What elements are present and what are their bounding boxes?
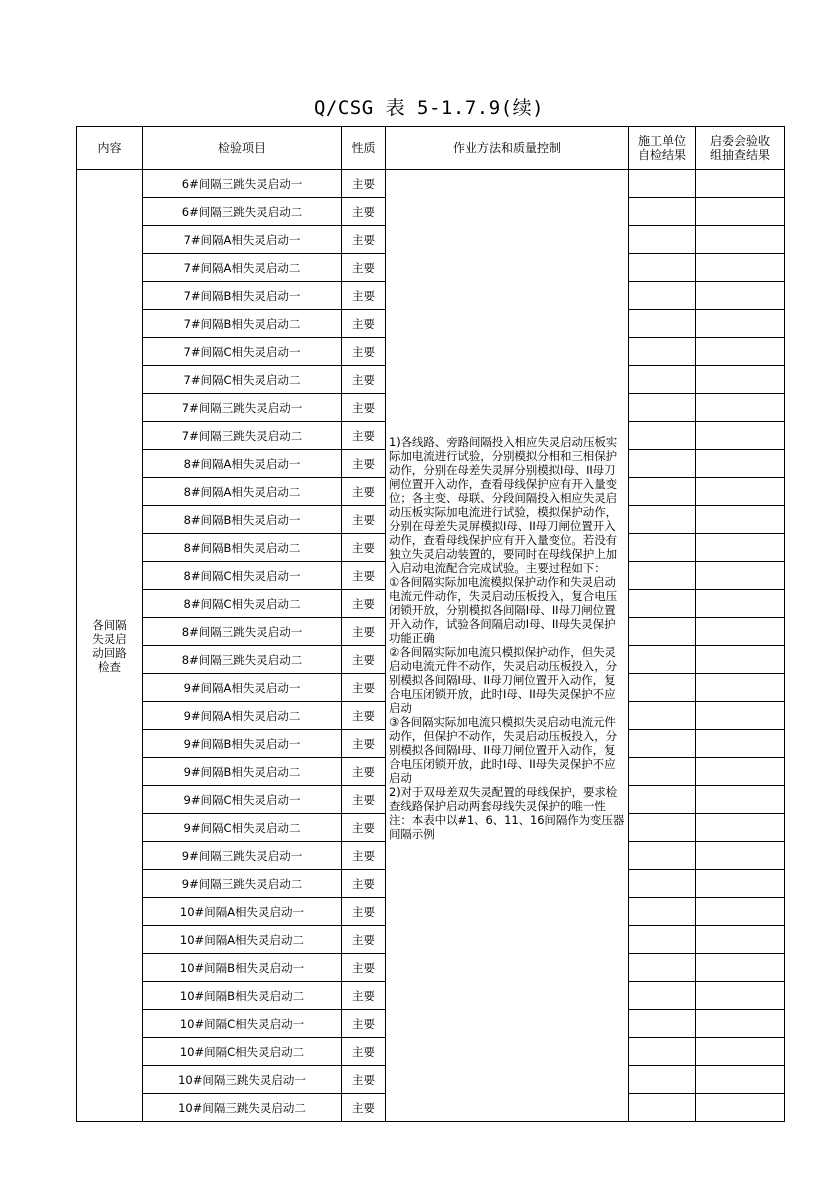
- committee-result-cell: [696, 1066, 785, 1094]
- item-nature: 主要: [342, 506, 386, 534]
- self-check-result-cell: [629, 926, 696, 954]
- self-check-result-cell: [629, 842, 696, 870]
- self-check-result-cell: [629, 898, 696, 926]
- inspection-item: 10#间隔C相失灵启动一: [143, 1010, 342, 1038]
- self-check-result-cell: [629, 1094, 696, 1122]
- inspection-item: 10#间隔A相失灵启动一: [143, 898, 342, 926]
- inspection-item: 7#间隔C相失灵启动一: [143, 338, 342, 366]
- committee-result-cell: [696, 1010, 785, 1038]
- self-check-result-cell: [629, 366, 696, 394]
- item-nature: 主要: [342, 282, 386, 310]
- committee-result-cell: [696, 618, 785, 646]
- section-label-line: 检查: [98, 659, 121, 674]
- item-nature: 主要: [342, 954, 386, 982]
- committee-result-cell: [696, 674, 785, 702]
- inspection-item: 8#间隔B相失灵启动一: [143, 506, 342, 534]
- item-nature: 主要: [342, 870, 386, 898]
- committee-result-cell: [696, 786, 785, 814]
- inspection-item: 8#间隔C相失灵启动一: [143, 562, 342, 590]
- committee-result-cell: [696, 394, 785, 422]
- self-check-result-cell: [629, 1010, 696, 1038]
- inspection-item: 9#间隔三跳失灵启动二: [143, 870, 342, 898]
- inspection-item: 10#间隔A相失灵启动二: [143, 926, 342, 954]
- committee-result-cell: [696, 254, 785, 282]
- self-check-result-cell: [629, 646, 696, 674]
- self-check-result-cell: [629, 758, 696, 786]
- item-nature: 主要: [342, 170, 386, 198]
- self-check-result-cell: [629, 730, 696, 758]
- method-paragraph: 1)各线路、旁路间隔投入相应失灵启动压板实际加电流进行试验，分别模拟分相和三相保护动作，分别在母差失灵屏分别模拟I母、II母刀闸位置开入动作，查看母线保护应有开入量变位；各主变、母联、分段间隔投入相应失灵启动压板实际加电流进行试验，模拟保护动作，分别在母差失灵屏模拟I母、II母刀闸位置开入动作，查看母线保护应有开入量变位。若没有独立失灵启动装置的，要同时在母线保护上加入启动电流配合完成试验。主要过程如下：: [389, 435, 618, 575]
- committee-result-cell: [696, 562, 785, 590]
- inspection-item: 10#间隔C相失灵启动二: [143, 1038, 342, 1066]
- item-nature: 主要: [342, 926, 386, 954]
- inspection-item: 9#间隔A相失灵启动一: [143, 674, 342, 702]
- committee-result-cell: [696, 310, 785, 338]
- header-self-check-line1: 施工单位: [637, 134, 686, 148]
- item-nature: 主要: [342, 590, 386, 618]
- inspection-item: 7#间隔B相失灵启动一: [143, 282, 342, 310]
- committee-result-cell: [696, 226, 785, 254]
- table-header-row: [77, 127, 785, 170]
- item-nature: 主要: [342, 478, 386, 506]
- inspection-item: 10#间隔B相失灵启动二: [143, 982, 342, 1010]
- item-nature: 主要: [342, 1010, 386, 1038]
- item-nature: 主要: [342, 898, 386, 926]
- self-check-result-cell: [629, 870, 696, 898]
- self-check-result-cell: [629, 982, 696, 1010]
- committee-result-cell: [696, 478, 785, 506]
- item-nature: 主要: [342, 814, 386, 842]
- item-nature: 主要: [342, 1038, 386, 1066]
- committee-result-cell: [696, 506, 785, 534]
- item-nature: 主要: [342, 618, 386, 646]
- item-nature: 主要: [342, 842, 386, 870]
- item-nature: 主要: [342, 226, 386, 254]
- committee-result-cell: [696, 338, 785, 366]
- self-check-result-cell: [629, 702, 696, 730]
- inspection-item: 6#间隔三跳失灵启动一: [143, 170, 342, 198]
- inspection-item: 9#间隔三跳失灵启动一: [143, 842, 342, 870]
- inspection-item: 10#间隔三跳失灵启动一: [143, 1066, 342, 1094]
- method-paragraph: ①各间隔实际加电流模拟保护动作和失灵启动电流元件动作，失灵启动压板投入，复合电压闭锁开放，分别模拟各间隔I母、II母刀闸位置开入动作，试验各间隔启动I母、II母失灵保护功能正确: [389, 575, 617, 645]
- inspection-table: [76, 126, 785, 1122]
- self-check-result-cell: [629, 450, 696, 478]
- item-nature: 主要: [342, 366, 386, 394]
- inspection-item: 8#间隔A相失灵启动二: [143, 478, 342, 506]
- committee-result-cell: [696, 646, 785, 674]
- self-check-result-cell: [629, 394, 696, 422]
- section-label-line: 动回路: [92, 645, 127, 660]
- inspection-item: 7#间隔三跳失灵启动一: [143, 394, 342, 422]
- item-nature: 主要: [342, 730, 386, 758]
- self-check-result-cell: [629, 310, 696, 338]
- item-nature: 主要: [342, 702, 386, 730]
- committee-result-cell: [696, 282, 785, 310]
- inspection-item: 9#间隔B相失灵启动二: [143, 758, 342, 786]
- inspection-item: 7#间隔B相失灵启动二: [143, 310, 342, 338]
- table-row: [77, 170, 785, 198]
- method-description: [386, 170, 629, 1122]
- inspection-item: 10#间隔B相失灵启动一: [143, 954, 342, 982]
- method-paragraph: ③各间隔实际加电流只模拟失灵启动电流元件动作，但保护不动作，失灵启动压板投入，分别模拟各间隔I母、II母刀闸位置开入动作，复合电压闭锁开放，此时I母、II母失灵保护不应启动: [389, 715, 617, 785]
- self-check-result-cell: [629, 170, 696, 198]
- inspection-item: 9#间隔A相失灵启动二: [143, 702, 342, 730]
- item-nature: 主要: [342, 450, 386, 478]
- item-nature: 主要: [342, 758, 386, 786]
- self-check-result-cell: [629, 954, 696, 982]
- method-paragraph: 注：本表中以#1、6、11、16间隔作为变压器间隔示例: [389, 813, 625, 841]
- method-paragraph: 2)对于双母差双失灵配置的母线保护，要求检查线路保护启动两套母线失灵保护的唯一性: [389, 785, 618, 813]
- committee-result-cell: [696, 926, 785, 954]
- inspection-item: 9#间隔B相失灵启动一: [143, 730, 342, 758]
- self-check-result-cell: [629, 254, 696, 282]
- self-check-result-cell: [629, 590, 696, 618]
- header-committee-line1: 启委会验收: [709, 134, 770, 148]
- inspection-item: 9#间隔C相失灵启动一: [143, 786, 342, 814]
- committee-result-cell: [696, 590, 785, 618]
- inspection-item: 7#间隔三跳失灵启动二: [143, 422, 342, 450]
- self-check-result-cell: [629, 534, 696, 562]
- header-method: 作业方法和质量控制: [386, 127, 629, 170]
- header-item: 检验项目: [143, 127, 342, 170]
- header-nature: 性质: [342, 127, 386, 170]
- header-committee-line2: 组抽查结果: [709, 148, 770, 162]
- committee-result-cell: [696, 170, 785, 198]
- header-committee: [696, 127, 785, 170]
- committee-result-cell: [696, 198, 785, 226]
- self-check-result-cell: [629, 282, 696, 310]
- self-check-result-cell: [629, 562, 696, 590]
- committee-result-cell: [696, 842, 785, 870]
- item-nature: 主要: [342, 254, 386, 282]
- item-nature: 主要: [342, 422, 386, 450]
- self-check-result-cell: [629, 786, 696, 814]
- inspection-item: 9#间隔C相失灵启动二: [143, 814, 342, 842]
- inspection-item: 8#间隔A相失灵启动一: [143, 450, 342, 478]
- section-label-line: 失灵启: [92, 631, 127, 646]
- committee-result-cell: [696, 730, 785, 758]
- self-check-result-cell: [629, 338, 696, 366]
- inspection-item: 8#间隔三跳失灵启动二: [143, 646, 342, 674]
- inspection-item: 10#间隔三跳失灵启动二: [143, 1094, 342, 1122]
- item-nature: 主要: [342, 646, 386, 674]
- method-paragraph: ②各间隔实际加电流只模拟保护动作，但失灵启动电流元件不动作，失灵启动压板投入，分别模拟各间隔I母、II母刀闸位置开入动作，复合电压闭锁开放，此时I母、II母失灵保护不应启动: [389, 645, 617, 715]
- committee-result-cell: [696, 534, 785, 562]
- inspection-item: 7#间隔A相失灵启动一: [143, 226, 342, 254]
- committee-result-cell: [696, 366, 785, 394]
- self-check-result-cell: [629, 478, 696, 506]
- committee-result-cell: [696, 702, 785, 730]
- item-nature: 主要: [342, 198, 386, 226]
- self-check-result-cell: [629, 674, 696, 702]
- header-self-check: [629, 127, 696, 170]
- committee-result-cell: [696, 814, 785, 842]
- committee-result-cell: [696, 1094, 785, 1122]
- committee-result-cell: [696, 450, 785, 478]
- item-nature: 主要: [342, 394, 386, 422]
- page-title: Q/CSG 表 5-1.7.9(续): [313, 97, 545, 119]
- item-nature: 主要: [342, 1094, 386, 1122]
- section-label-line: 各间隔: [92, 617, 127, 632]
- committee-result-cell: [696, 982, 785, 1010]
- committee-result-cell: [696, 1038, 785, 1066]
- inspection-item: 7#间隔C相失灵启动二: [143, 366, 342, 394]
- self-check-result-cell: [629, 1066, 696, 1094]
- item-nature: 主要: [342, 786, 386, 814]
- self-check-result-cell: [629, 198, 696, 226]
- inspection-item: 7#间隔A相失灵启动二: [143, 254, 342, 282]
- committee-result-cell: [696, 422, 785, 450]
- committee-result-cell: [696, 898, 785, 926]
- item-nature: 主要: [342, 338, 386, 366]
- committee-result-cell: [696, 954, 785, 982]
- section-label: [77, 170, 143, 1122]
- self-check-result-cell: [629, 506, 696, 534]
- self-check-result-cell: [629, 226, 696, 254]
- item-nature: 主要: [342, 674, 386, 702]
- committee-result-cell: [696, 870, 785, 898]
- item-nature: 主要: [342, 1066, 386, 1094]
- inspection-item: 8#间隔B相失灵启动二: [143, 534, 342, 562]
- item-nature: 主要: [342, 562, 386, 590]
- inspection-item: 8#间隔C相失灵启动二: [143, 590, 342, 618]
- item-nature: 主要: [342, 310, 386, 338]
- inspection-item: 8#间隔三跳失灵启动一: [143, 618, 342, 646]
- item-nature: 主要: [342, 534, 386, 562]
- self-check-result-cell: [629, 422, 696, 450]
- header-self-check-line2: 自检结果: [637, 148, 686, 162]
- committee-result-cell: [696, 758, 785, 786]
- self-check-result-cell: [629, 618, 696, 646]
- self-check-result-cell: [629, 1038, 696, 1066]
- table-body: [77, 170, 785, 1122]
- inspection-item: 6#间隔三跳失灵启动二: [143, 198, 342, 226]
- header-content: 内容: [77, 127, 143, 170]
- self-check-result-cell: [629, 814, 696, 842]
- item-nature: 主要: [342, 982, 386, 1010]
